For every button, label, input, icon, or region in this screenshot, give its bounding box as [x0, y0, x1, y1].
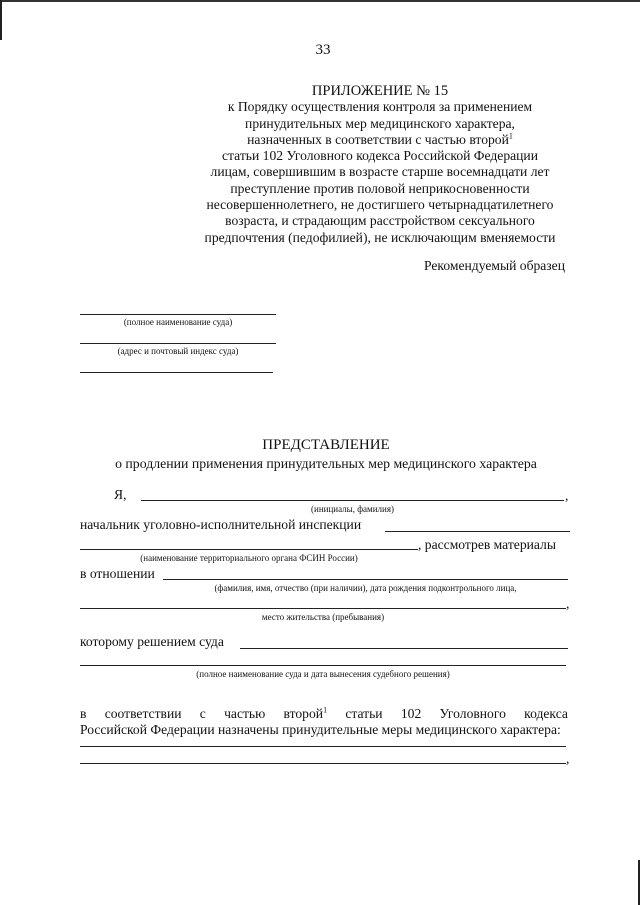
appendix-title: ПРИЛОЖЕНИЕ № 15: [311, 83, 449, 99]
footnote-mark: 1: [508, 131, 513, 141]
footnote-mark: 1: [323, 705, 328, 715]
initials-field[interactable]: [141, 500, 564, 501]
person-field[interactable]: [163, 579, 568, 580]
court-address-field[interactable]: [80, 343, 276, 344]
court-decision-field[interactable]: [240, 648, 568, 649]
residence-caption: место жительства (пребывания): [261, 612, 385, 622]
initials-caption: (инициалы, фамилия): [311, 504, 394, 514]
comma: ,: [565, 488, 569, 503]
comma: ,: [566, 751, 570, 766]
appendix-line: предпочтения (педофилией), не исключающим вменяемости: [204, 229, 556, 245]
appendix-line: преступление против половой неприкосновенности: [230, 180, 530, 196]
paragraph-word-text: второй: [283, 706, 324, 721]
appendix-header: [180, 83, 580, 246]
organ-field[interactable]: [80, 549, 418, 550]
paragraph-word: Уголовного: [439, 706, 506, 721]
court-name-caption: (полное наименование суда): [123, 317, 233, 327]
paragraph-word: 102: [400, 706, 422, 721]
measures-field[interactable]: [80, 746, 566, 747]
paragraph-word: кодекса: [524, 706, 568, 721]
measures-field-2[interactable]: [80, 763, 566, 764]
appendix-line-text: назначенных в соответствии с частью второй: [247, 131, 509, 147]
scan-border: [0, 0, 2, 40]
paragraph-word: с: [199, 706, 206, 721]
appendix-line: статьи 102 Уголовного кодекса Российской Федерации: [222, 148, 538, 164]
regarding-label: в отношении: [80, 566, 155, 581]
court-address-caption: (адрес и почтовый индекс суда): [117, 346, 239, 356]
court-address-field-2[interactable]: [80, 372, 273, 373]
paragraph-word: соответствии: [104, 706, 182, 721]
page-number: [0, 42, 640, 59]
appendix-line: возраста, и страдающим расстройством сексуального: [225, 213, 535, 229]
sample-label: Рекомендуемый образец: [424, 258, 565, 273]
court-decision-caption: (полное наименование суда и дата вынесения судебного решения): [196, 669, 450, 679]
document-subtitle: о продлении применения принудительных мер медицинского характера: [115, 456, 537, 471]
document-title: ПРЕДСТАВЛЕНИЕ: [262, 437, 390, 453]
court-decision-field-2[interactable]: [80, 665, 566, 666]
page-number-text: 33: [315, 42, 331, 58]
paragraph-line-2: Российской Федерации назначены принудительные меры медицинского характера:: [80, 722, 561, 737]
paragraph-word: [284, 706, 328, 722]
appendix-line: несовершеннолетнего, не достигшего четырнадцатилетнего: [206, 197, 554, 213]
residence-field[interactable]: [80, 608, 566, 609]
appendix-line: к Порядку осуществления контроля за применением: [227, 99, 533, 115]
court-decision-label: которому решением суда: [80, 634, 224, 649]
paragraph-word: в: [80, 706, 87, 721]
paragraph-word: частью: [224, 706, 266, 721]
paragraph-line-1: [80, 706, 568, 722]
reviewed-label: , рассмотрев материалы: [418, 537, 556, 552]
i-label: Я,: [114, 487, 127, 502]
head-label: начальник уголовно-исполнительной инспекции: [80, 517, 362, 532]
paragraph-word: статьи: [345, 706, 383, 721]
person-caption: (фамилия, имя, отчество (при наличии), дата рождения подконтрольного лица,: [214, 583, 517, 593]
appendix-line: лицам, совершившим в возрасте старше восемнадцати лет: [210, 164, 550, 180]
scan-border: [0, 0, 640, 2]
inspection-field[interactable]: [385, 531, 570, 532]
appendix-line: принудительных мер медицинского характера,: [245, 115, 515, 131]
comma: ,: [566, 596, 570, 611]
appendix-line: [180, 132, 580, 148]
organ-caption: (наименование территориального органа ФСИН России): [140, 553, 358, 563]
court-name-field[interactable]: [80, 314, 276, 315]
